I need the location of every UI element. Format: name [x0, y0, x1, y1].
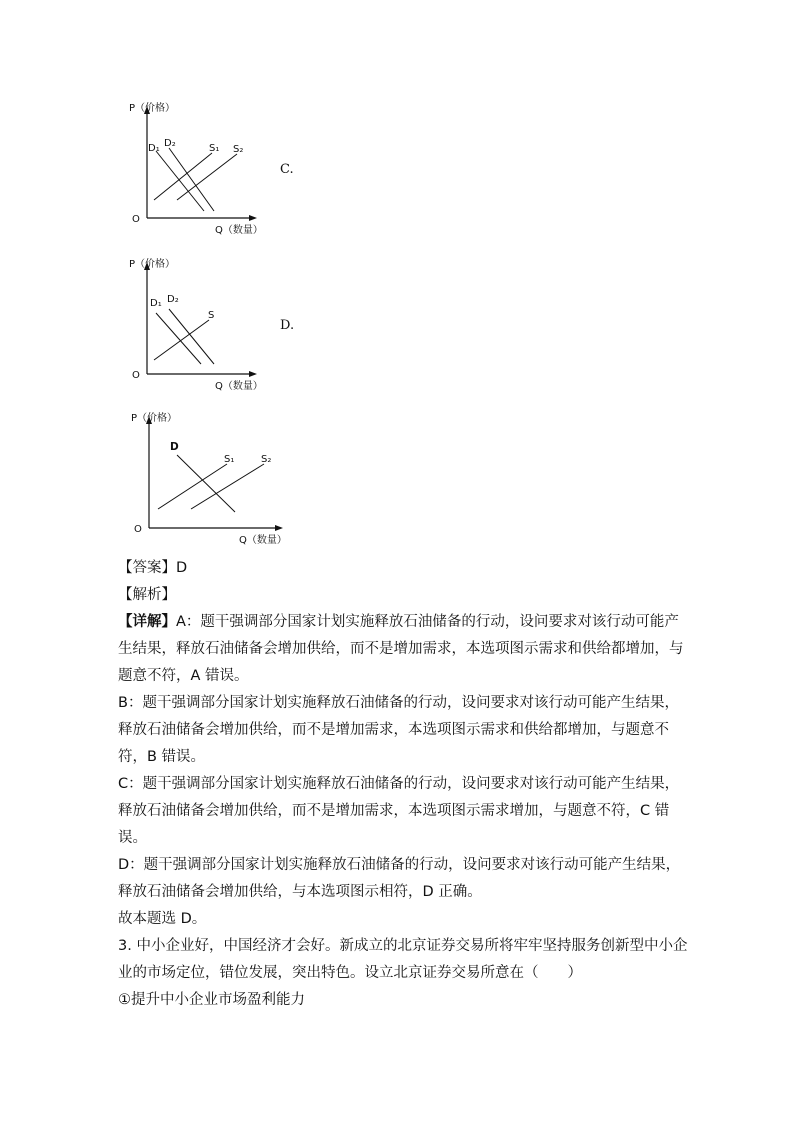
- detail-line-2: 生结果，释放石油储备会增加供给，而不是增加需求，本选项图示需求和供给都增加，与: [118, 641, 684, 657]
- curve-label-s1: S₁: [209, 143, 220, 154]
- explain-d-line-2: 释放石油储备会增加供给，与本选项图示相符，D 正确。: [118, 884, 482, 900]
- explain-c-line-1: C：题干强调部分国家计划实施释放石油储备的行动，设问要求对该行动可能产生结果，: [118, 776, 680, 792]
- answer-bracket: 【答案】: [118, 560, 176, 576]
- curve-s: [154, 320, 209, 360]
- y-axis-label: P（价格）: [129, 103, 176, 114]
- detail-line-1: 【详解】A：题干强调部分国家计划实施释放石油储备的行动，设问要求对该行动可能产: [118, 614, 679, 630]
- curve-d1: [156, 151, 204, 211]
- option-d-label: D.: [280, 318, 295, 333]
- curve-label-s2: S₂: [261, 454, 272, 465]
- curve-s2: [177, 154, 237, 200]
- detail-line-3: 题意不符，A 错误。: [118, 668, 249, 684]
- x-axis-arrow-icon: [249, 371, 257, 377]
- curve-label-d2: D₂: [167, 294, 179, 305]
- origin-label: O: [134, 524, 142, 535]
- curve-label-d1: D₁: [150, 298, 162, 309]
- option-c-label: C.: [280, 162, 294, 177]
- curve-s2: [191, 464, 264, 509]
- curve-label-s1: S₁: [224, 454, 235, 465]
- explain-b-line-1: B：题干强调部分国家计划实施释放石油储备的行动，设问要求对该行动可能产生结果，: [118, 695, 679, 711]
- detail-heading: 【详解】: [118, 614, 176, 630]
- curve-label-s2: S₂: [233, 144, 244, 155]
- curve-label-s: S: [208, 310, 215, 321]
- conclusion: 故本题选 D。: [118, 911, 207, 927]
- graph-option-c: [125, 96, 265, 238]
- x-axis-arrow-icon: [275, 525, 283, 531]
- analysis-heading: 【解析】: [118, 587, 176, 603]
- question3-line-2: 业的市场定位，错位发展，突出特色。设立北京证券交易所意在（ ）: [118, 965, 582, 981]
- explain-b-line-3: 符，B 错误。: [118, 749, 206, 765]
- x-axis-label: Q（数量）: [215, 225, 263, 236]
- x-axis-label: Q（数量）: [215, 381, 263, 392]
- graph-supply-shift: [125, 406, 295, 548]
- answer-line: [118, 555, 678, 582]
- explain-d-line-1: D：题干强调部分国家计划实施释放石油储备的行动，设问要求对该行动可能产生结果，: [118, 857, 681, 873]
- answer-analysis: [118, 555, 688, 1014]
- origin-label: O: [132, 214, 140, 225]
- option-1: ①提升中小企业市场盈利能力: [118, 992, 305, 1008]
- x-axis-label: Q（数量）: [239, 535, 287, 546]
- explain-c-line-2: 释放石油储备会增加供给，而不是增加需求，本选项图示需求增加，与题意不符，C 错: [118, 803, 670, 819]
- x-axis-arrow-icon: [249, 215, 257, 221]
- origin-label: O: [132, 370, 140, 381]
- curve-label-d1: D₁: [148, 143, 160, 154]
- explain-b-line-2: 释放石油储备会增加供给，而不是增加需求，本选项图示需求和供给都增加，与题意不: [118, 722, 669, 738]
- answer-value: D: [176, 560, 188, 576]
- y-axis-label: P（价格）: [131, 413, 178, 424]
- curve-label-d2: D₂: [164, 138, 176, 149]
- graph-option-d: [125, 252, 265, 394]
- explain-c-line-3: 误。: [118, 830, 147, 846]
- curve-label-d: D: [170, 441, 179, 453]
- question3-line-1: 3. 中小企业好，中国经济才会好。新成立的北京证券交易所将牢牢坚持服务创新型中小企: [118, 938, 688, 954]
- y-axis-label: P（价格）: [129, 259, 176, 270]
